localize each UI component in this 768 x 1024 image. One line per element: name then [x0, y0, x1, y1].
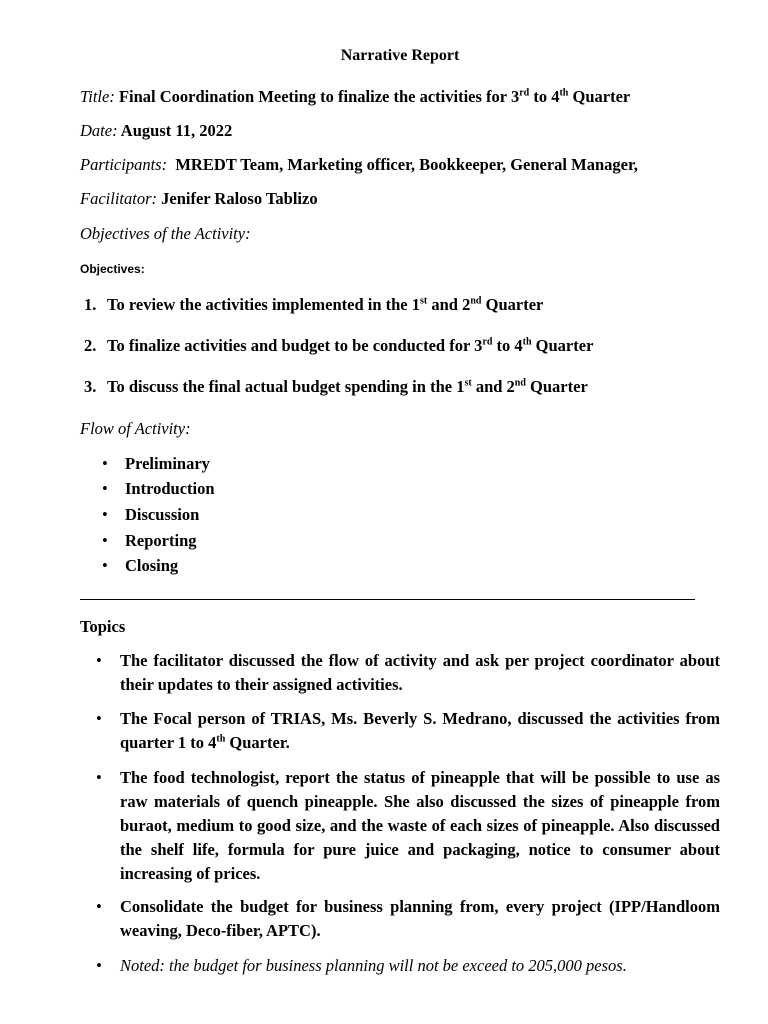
title-value: Final Coordination Meeting to finalize the activities for 3rd to 4th Quarter — [118, 87, 631, 106]
objective-item: 2. To finalize activities and budget to be conducted for 3rd to 4th Quarter — [84, 336, 594, 355]
participants-field — [80, 155, 638, 175]
title-label: Title: — [80, 87, 115, 106]
facilitator-field — [80, 189, 318, 209]
facilitator-value: Jenifer Raloso Tablizo — [161, 189, 318, 208]
date-value: August 11, 2022 — [120, 121, 233, 140]
flow-heading: Flow of Activity: — [80, 419, 191, 438]
objective-item: 1. To review the activities implemented in the 1st and 2nd Quarter — [84, 295, 544, 314]
flow-item: • Closing — [102, 556, 179, 575]
topic-item: • The facilitator discussed the flow of activity and ask per project coordinator about their updates to their assigned activities. — [96, 651, 720, 694]
topic-item: • Consolidate the budget for business planning from, every project (IPP/Handloom weaving, Deco-fiber, APTC). — [96, 897, 720, 940]
participants-value: MREDT Team, Marketing officer, Bookkeeper, General Manager, — [175, 155, 638, 174]
flow-item: • Discussion — [102, 505, 200, 524]
date-label: Date: — [80, 121, 118, 140]
date-field — [80, 121, 232, 141]
flow-item: • Reporting — [102, 531, 197, 550]
topic-item-note: • Noted: the budget for business planning will not be exceed to 205,000 pesos. — [96, 956, 627, 975]
report-title: Narrative Report — [340, 47, 460, 64]
title-field — [80, 87, 630, 107]
divider-line — [80, 599, 695, 600]
objective-item: 3. To discuss the final actual budget spending in the 1st and 2nd Quarter — [84, 377, 588, 396]
flow-item: • Preliminary — [102, 454, 210, 473]
objectives-activity-label: Objectives of the Activity: — [80, 224, 251, 243]
objectives-heading: Objectives: — [80, 262, 145, 276]
participants-label: Participants: — [80, 155, 168, 174]
topic-item: • The food technologist, report the status of pineapple that will be possible to use as raw materials of quench pineapple. She also discussed the sizes of pineapple from buraot, medium to good size, and the waste of each sizes of pineapple. Also discussed the shelf life, formula for pure juice and packaging, notice to consumer about increasing of prices. — [96, 768, 720, 883]
flow-item: • Introduction — [102, 479, 215, 498]
topic-item: • The Focal person of TRIAS, Ms. Beverly S. Medrano, discussed the activities from quarter 1 to 4th Quarter. — [96, 709, 720, 752]
topics-heading: Topics — [80, 617, 126, 636]
facilitator-label: Facilitator: — [80, 189, 157, 208]
